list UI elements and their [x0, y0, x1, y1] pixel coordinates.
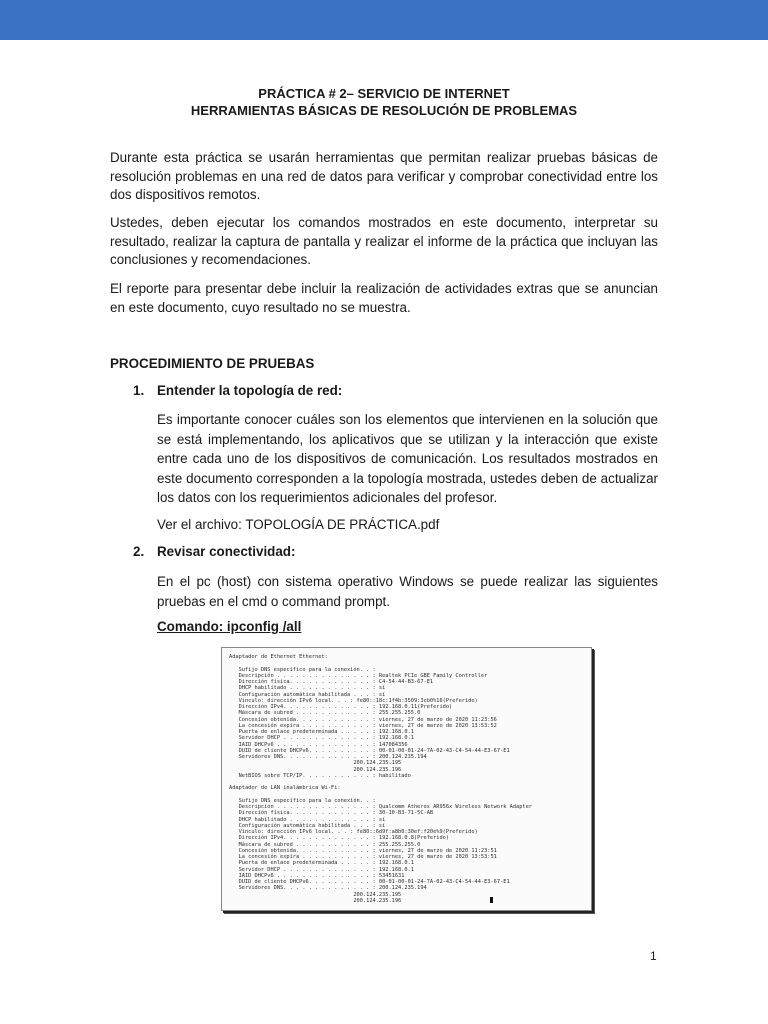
list-item-paragraph: Es importante conocer cuáles son los elementos que intervienen en la solución que se está implementando, los aplicativos que se utilizan y la interacción que existe entre cada uno de los dispositivos de comunicación. Los resultados mostrados en este documento corresponden a la topología mostrada, ustedes deben de actualizar los datos con los requerimientos adicionales del profesor.	[157, 412, 658, 506]
list-item-number: 1.	[133, 383, 145, 398]
intro-paragraph: Ustedes, deben ejecutar los comandos mostrados en este documento, interpretar su resultado, realizar la captura de pantalla y realizar el informe de la práctica que incluyan las conclusiones y recomendaciones.	[110, 215, 658, 268]
list-item-title: Entender la topología de red:	[157, 383, 343, 398]
list-item-number: 2.	[133, 544, 145, 559]
console-cursor	[490, 897, 493, 903]
section-heading: PROCEDIMIENTO DE PRUEBAS	[110, 356, 315, 371]
intro-paragraph: Durante esta práctica se usarán herramientas que permitan realizar pruebas básicas de resolución problemas en una red de datos para verificar y comprobar conectividad entre los dos dispositivos remotos.	[110, 150, 658, 203]
list-item-paragraph: En el pc (host) con sistema operativo Windows se puede realizar las siguientes pruebas en el cmd o command prompt.	[157, 574, 658, 609]
page-number: 1	[650, 949, 657, 963]
command-label: Comando: ipconfig /all	[157, 619, 302, 634]
console-output: Adaptador de Ethernet Ethernet: Sufijo DNS específico para la conexión. . : Descripción . . . . . . . . . . . . . . . : Realtek PCIe GBE Family Controller Dirección física. . . . . . . . . . . . . : C4-54-44-B3-67-E1 DHCP habilitado . . . . . . . . . . . . . : sí Configuración automática habilitada . . . : sí Vínculo: dirección IPv6 local. . . : fe80::18c:1f4b:3509:3cb0%16(Preferido) Dirección IPv4. . . . . . . . . . . . . . : 192.168.0.11(Preferido) Máscara de subred . . . . . . . . . . . . : 255.255.255.0 Concesión obtenida. . . . . . . . . . . . : viernes, 27 de marzo de 2020 11:23:56 La concesión expira . . . . . . . . . . . : viernes, 27 de marzo de 2020 13:53:52 Puerta de enlace predeterminada . . . . . : 192.168.0.1 Servidor DHCP . . . . . . . . . . . . . . : 192.168.0.1 IAID DHCPv6 . . . . . . . . . . . . . . . : 147084356 DUID de cliente DHCPv6. . . . . . . . . . : 00-01-00-01-24-7A-02-43-C4-54-44-E3-67-E1 Servidores DNS. . . . . . . . . . . . . . : 200.124.235.194 200.124.235.195 200.124.235.196 NetBIOS sobre TCP/IP. . . . . . . . . . . : habilitado Adaptador de LAN inalámbrica Wi-Fi: Sufijo DNS específico para la conexión. . : Descripción . . . . . . . . . . . . . . . : Qualcomm Atheros AR956x Wireless Network Adapter Dirección física. . . . . . . . . . . . . : 30-10-B3-71-5C-AB DHCP habilitado . . . . . . . . . . . . . : sí Configuración automática habilitada . . . : sí Vínculo: dirección IPv6 local. . . : fe80::6d9f:a8b0:30ef:f20e%9(Preferido) Dirección IPv4. . . . . . . . . . . . . . : 192.168.0.8(Preferido) Máscara de subred . . . . . . . . . . . . : 255.255.255.0 Concesión obtenida. . . . . . . . . . . . : viernes, 27 de marzo de 2020 11:23:51 La concesión expira . . . . . . . . . . . : viernes, 27 de marzo de 2020 13:53:51 Puerta de enlace predeterminada . . . . . : 192.168.0.1 Servidor DHCP . . . . . . . . . . . . . . : 192.168.0.1 IAID DHCPv6 . . . . . . . . . . . . . . . : 53451631 DUID de cliente DHCPv6. . . . . . . . . . : 00-01-00-01-24-7A-02-43-C4-54-44-E3-67-E1 Servidores DNS. . . . . . . . . . . . . . : 200.124.235.194 200.124.235.195 200.124.235.196	[229, 654, 532, 904]
ipconfig-screenshot	[221, 647, 592, 911]
document-subtitle: HERRAMIENTAS BÁSICAS DE RESOLUCIÓN DE PROBLEMAS	[190, 103, 578, 118]
header-color-bar	[0, 0, 768, 40]
intro-paragraph: El reporte para presentar debe incluir la realización de actividades extras que se anuncian en este documento, cuyo resultado no se muestra.	[110, 281, 658, 315]
file-reference: Ver el archivo: TOPOLOGÍA DE PRÁCTICA.pdf	[157, 517, 440, 532]
list-item-title: Revisar conectividad:	[157, 544, 296, 559]
document-title: PRÁCTICA # 2– SERVICIO DE INTERNET	[258, 86, 510, 101]
